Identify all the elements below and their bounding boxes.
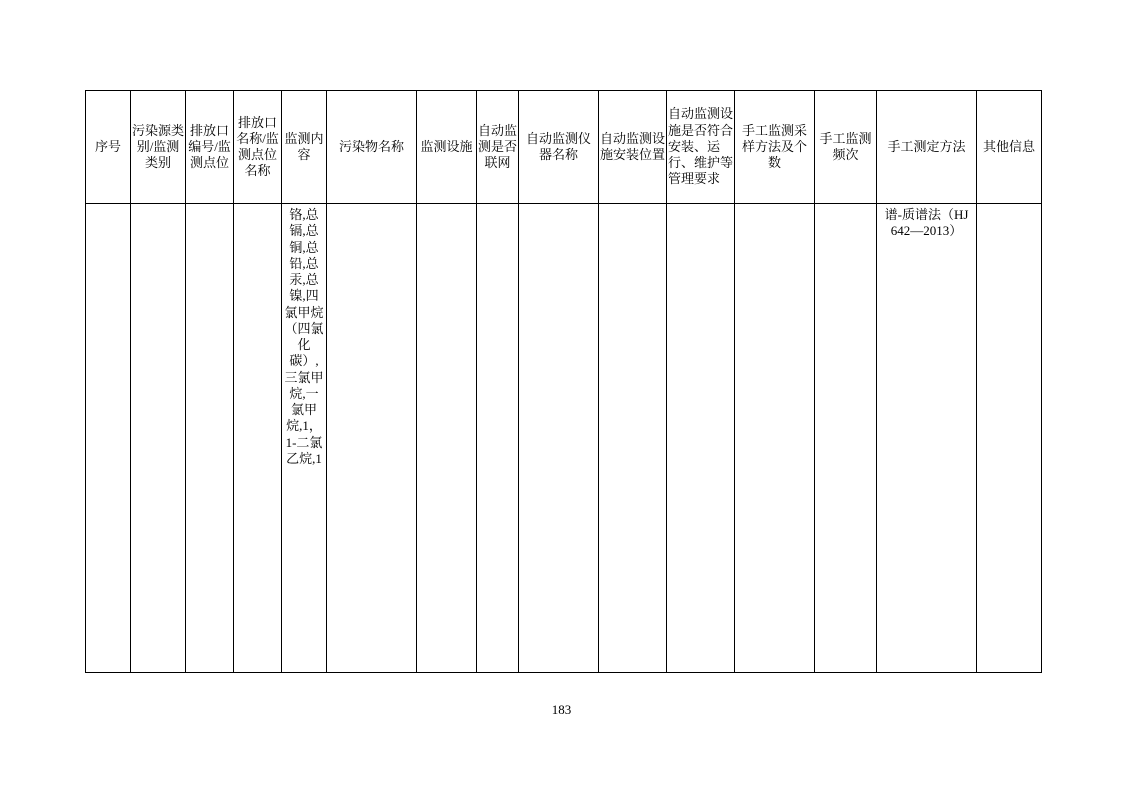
column-header-auto-networked: 自动监测是否联网: [477, 91, 519, 204]
column-header-source-type: 污染源类别/监测类别: [131, 91, 186, 204]
column-header-outlet-name: 排放口名称/监测点位名称: [234, 91, 282, 204]
cell-auto-instrument-name: [519, 204, 599, 673]
column-header-outlet-code: 排放口编号/监测点位: [186, 91, 234, 204]
column-header-auto-compliance: 自动监测设施是否符合安装、运行、维护等管理要求: [667, 91, 735, 204]
cell-seq: [86, 204, 131, 673]
column-header-manual-frequency: 手工监测频次: [815, 91, 877, 204]
column-header-auto-install-position: 自动监测设施安装位置: [599, 91, 667, 204]
cell-source-type: [131, 204, 186, 673]
column-header-monitoring-content: 监测内容: [282, 91, 327, 204]
cell-outlet-code: [186, 204, 234, 673]
cell-pollutant-name: [327, 204, 417, 673]
cell-auto-install-position: [599, 204, 667, 673]
cell-manual-frequency: [815, 204, 877, 673]
cell-monitoring-content: 铬,总镉,总铜,总铅,总汞,总镍,四氯甲烷（四氯化碳）,三氯甲烷,一氯甲烷,1，1-二氯乙烷,1: [282, 204, 327, 673]
column-header-pollutant-name: 污染物名称: [327, 91, 417, 204]
cell-manual-sampling-method: [735, 204, 815, 673]
cell-manual-determination-method: 谱-质谱法（HJ 642—2013）: [877, 204, 977, 673]
table-header-row: [86, 91, 1042, 204]
page-number: 183: [551, 702, 572, 717]
cell-outlet-name: [234, 204, 282, 673]
cell-other-info: [977, 204, 1042, 673]
column-header-manual-sampling-method: 手工监测采样方法及个数: [735, 91, 815, 204]
column-header-auto-instrument-name: 自动监测仪器名称: [519, 91, 599, 204]
cell-monitoring-facility: [417, 204, 477, 673]
column-header-manual-determination-method: 手工测定方法: [877, 91, 977, 204]
column-header-seq: 序号: [86, 91, 131, 204]
column-header-other-info: 其他信息: [977, 91, 1042, 204]
monitoring-plan-table: [85, 90, 1042, 673]
cell-auto-networked: [477, 204, 519, 673]
column-header-monitoring-facility: 监测设施: [417, 91, 477, 204]
table-row: [86, 204, 1042, 673]
cell-auto-compliance: [667, 204, 735, 673]
